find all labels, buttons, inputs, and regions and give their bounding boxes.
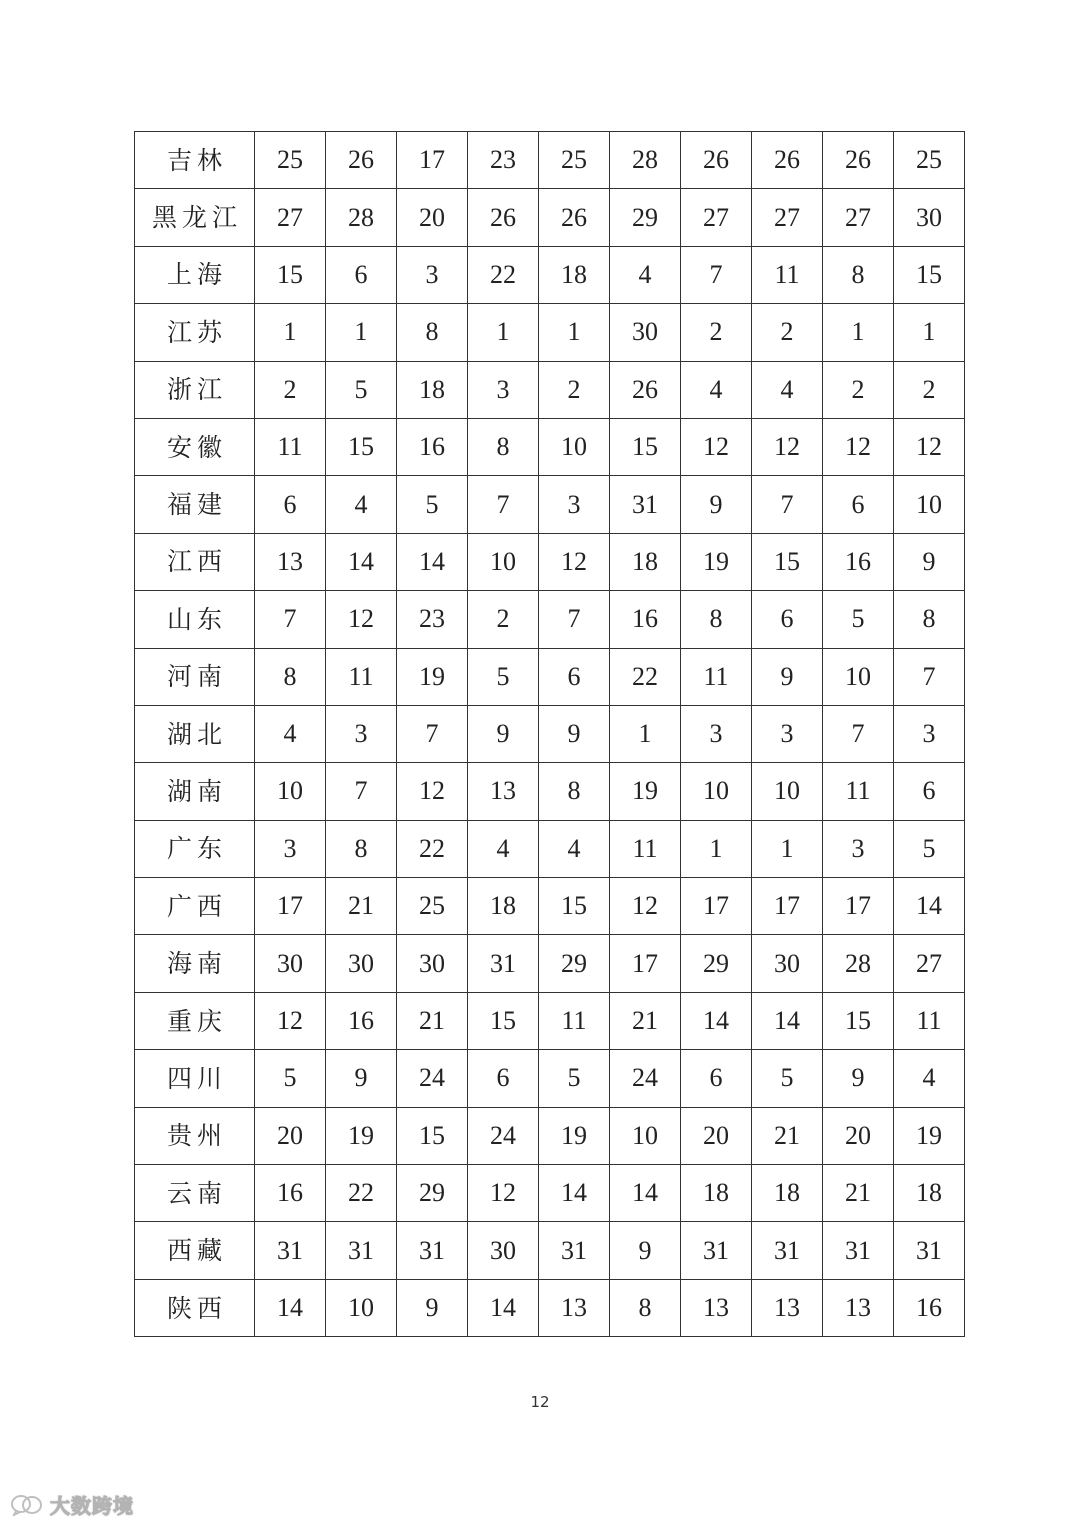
rank-value-cell: 16 bbox=[397, 418, 468, 475]
rank-value-cell: 8 bbox=[610, 1279, 681, 1336]
table-body bbox=[135, 132, 965, 1337]
rank-value-cell: 12 bbox=[610, 878, 681, 935]
rank-value-cell: 5 bbox=[823, 591, 894, 648]
rank-value-cell: 2 bbox=[468, 591, 539, 648]
province-name-cell: 云南 bbox=[135, 1165, 255, 1222]
table-row bbox=[135, 246, 965, 303]
rank-value-cell: 20 bbox=[397, 189, 468, 246]
rank-value-cell: 12 bbox=[326, 591, 397, 648]
rank-value-cell: 15 bbox=[397, 1107, 468, 1164]
rank-value-cell: 14 bbox=[468, 1279, 539, 1336]
rank-value-cell: 24 bbox=[397, 1050, 468, 1107]
rank-value-cell: 28 bbox=[610, 132, 681, 189]
table-row bbox=[135, 935, 965, 992]
rank-value-cell: 21 bbox=[397, 992, 468, 1049]
rank-value-cell: 27 bbox=[894, 935, 965, 992]
rank-value-cell: 14 bbox=[894, 878, 965, 935]
rank-value-cell: 3 bbox=[255, 820, 326, 877]
rank-value-cell: 3 bbox=[468, 361, 539, 418]
rank-value-cell: 1 bbox=[468, 304, 539, 361]
rank-value-cell: 8 bbox=[894, 591, 965, 648]
table-row bbox=[135, 1165, 965, 1222]
rank-value-cell: 7 bbox=[681, 246, 752, 303]
rank-value-cell: 8 bbox=[539, 763, 610, 820]
rank-value-cell: 29 bbox=[397, 1165, 468, 1222]
rank-value-cell: 7 bbox=[468, 476, 539, 533]
table-row bbox=[135, 1222, 965, 1279]
rank-value-cell: 3 bbox=[823, 820, 894, 877]
rank-value-cell: 26 bbox=[326, 132, 397, 189]
rank-value-cell: 7 bbox=[397, 705, 468, 762]
rank-value-cell: 11 bbox=[752, 246, 823, 303]
rank-value-cell: 8 bbox=[397, 304, 468, 361]
province-name-cell: 河南 bbox=[135, 648, 255, 705]
table-row bbox=[135, 476, 965, 533]
table-row bbox=[135, 361, 965, 418]
rank-value-cell: 26 bbox=[681, 132, 752, 189]
rank-value-cell: 19 bbox=[326, 1107, 397, 1164]
rank-value-cell: 12 bbox=[539, 533, 610, 590]
rank-value-cell: 13 bbox=[752, 1279, 823, 1336]
rank-value-cell: 11 bbox=[894, 992, 965, 1049]
rank-value-cell: 14 bbox=[539, 1165, 610, 1222]
rank-value-cell: 11 bbox=[255, 418, 326, 475]
rank-value-cell: 11 bbox=[823, 763, 894, 820]
rank-value-cell: 12 bbox=[752, 418, 823, 475]
province-name-cell: 陕西 bbox=[135, 1279, 255, 1336]
rank-value-cell: 1 bbox=[894, 304, 965, 361]
rank-value-cell: 10 bbox=[468, 533, 539, 590]
rank-value-cell: 27 bbox=[823, 189, 894, 246]
table-row bbox=[135, 1279, 965, 1336]
rank-value-cell: 26 bbox=[610, 361, 681, 418]
rank-value-cell: 2 bbox=[752, 304, 823, 361]
rank-value-cell: 8 bbox=[823, 246, 894, 303]
rank-value-cell: 30 bbox=[894, 189, 965, 246]
province-name-cell: 江西 bbox=[135, 533, 255, 590]
rank-value-cell: 10 bbox=[823, 648, 894, 705]
rank-value-cell: 10 bbox=[681, 763, 752, 820]
rank-value-cell: 6 bbox=[255, 476, 326, 533]
rank-value-cell: 25 bbox=[539, 132, 610, 189]
rank-value-cell: 12 bbox=[894, 418, 965, 475]
rank-value-cell: 6 bbox=[468, 1050, 539, 1107]
rank-value-cell: 10 bbox=[752, 763, 823, 820]
rank-value-cell: 1 bbox=[823, 304, 894, 361]
rank-value-cell: 18 bbox=[894, 1165, 965, 1222]
rank-value-cell: 18 bbox=[397, 361, 468, 418]
rank-value-cell: 5 bbox=[326, 361, 397, 418]
rank-value-cell: 9 bbox=[539, 705, 610, 762]
rank-value-cell: 10 bbox=[894, 476, 965, 533]
rank-value-cell: 28 bbox=[326, 189, 397, 246]
province-name-cell: 吉林 bbox=[135, 132, 255, 189]
table-row bbox=[135, 878, 965, 935]
rank-value-cell: 5 bbox=[397, 476, 468, 533]
rank-value-cell: 22 bbox=[326, 1165, 397, 1222]
rank-value-cell: 15 bbox=[539, 878, 610, 935]
rank-value-cell: 24 bbox=[468, 1107, 539, 1164]
rank-value-cell: 2 bbox=[823, 361, 894, 418]
province-rank-table bbox=[134, 131, 965, 1337]
rank-value-cell: 25 bbox=[255, 132, 326, 189]
rank-value-cell: 17 bbox=[255, 878, 326, 935]
speech-bubble-icon bbox=[10, 1494, 44, 1516]
rank-value-cell: 12 bbox=[397, 763, 468, 820]
rank-value-cell: 14 bbox=[681, 992, 752, 1049]
rank-value-cell: 9 bbox=[681, 476, 752, 533]
rank-value-cell: 2 bbox=[539, 361, 610, 418]
rank-value-cell: 26 bbox=[752, 132, 823, 189]
rank-value-cell: 11 bbox=[681, 648, 752, 705]
rank-value-cell: 8 bbox=[468, 418, 539, 475]
rank-value-cell: 16 bbox=[255, 1165, 326, 1222]
rank-value-cell: 1 bbox=[610, 705, 681, 762]
table-row bbox=[135, 591, 965, 648]
rank-value-cell: 15 bbox=[326, 418, 397, 475]
rank-value-cell: 15 bbox=[894, 246, 965, 303]
rank-value-cell: 21 bbox=[823, 1165, 894, 1222]
rank-value-cell: 19 bbox=[610, 763, 681, 820]
province-name-cell: 浙江 bbox=[135, 361, 255, 418]
province-name-cell: 重庆 bbox=[135, 992, 255, 1049]
rank-value-cell: 6 bbox=[823, 476, 894, 533]
rank-value-cell: 29 bbox=[610, 189, 681, 246]
rank-value-cell: 5 bbox=[255, 1050, 326, 1107]
rank-value-cell: 4 bbox=[894, 1050, 965, 1107]
rank-value-cell: 23 bbox=[468, 132, 539, 189]
rank-value-cell: 13 bbox=[255, 533, 326, 590]
rank-value-cell: 29 bbox=[681, 935, 752, 992]
rank-value-cell: 15 bbox=[255, 246, 326, 303]
rank-value-cell: 17 bbox=[823, 878, 894, 935]
rank-value-cell: 29 bbox=[539, 935, 610, 992]
rank-value-cell: 30 bbox=[397, 935, 468, 992]
rank-value-cell: 5 bbox=[894, 820, 965, 877]
rank-value-cell: 12 bbox=[255, 992, 326, 1049]
rank-value-cell: 16 bbox=[894, 1279, 965, 1336]
rank-value-cell: 27 bbox=[681, 189, 752, 246]
rank-value-cell: 8 bbox=[255, 648, 326, 705]
rank-value-cell: 7 bbox=[894, 648, 965, 705]
rank-value-cell: 31 bbox=[539, 1222, 610, 1279]
rank-value-cell: 6 bbox=[326, 246, 397, 303]
rank-value-cell: 7 bbox=[539, 591, 610, 648]
rank-value-cell: 7 bbox=[326, 763, 397, 820]
rank-value-cell: 4 bbox=[610, 246, 681, 303]
rank-value-cell: 4 bbox=[539, 820, 610, 877]
rank-value-cell: 23 bbox=[397, 591, 468, 648]
rank-value-cell: 8 bbox=[681, 591, 752, 648]
rank-value-cell: 5 bbox=[468, 648, 539, 705]
rank-value-cell: 1 bbox=[752, 820, 823, 877]
rank-value-cell: 7 bbox=[823, 705, 894, 762]
rank-value-cell: 16 bbox=[326, 992, 397, 1049]
rank-value-cell: 19 bbox=[397, 648, 468, 705]
rank-value-cell: 3 bbox=[539, 476, 610, 533]
rank-value-cell: 19 bbox=[681, 533, 752, 590]
rank-value-cell: 3 bbox=[681, 705, 752, 762]
rank-value-cell: 3 bbox=[326, 705, 397, 762]
rank-value-cell: 30 bbox=[468, 1222, 539, 1279]
page-number: 12 bbox=[530, 1393, 550, 1411]
rank-value-cell: 10 bbox=[255, 763, 326, 820]
rank-value-cell: 31 bbox=[752, 1222, 823, 1279]
rank-value-cell: 9 bbox=[326, 1050, 397, 1107]
province-name-cell: 广东 bbox=[135, 820, 255, 877]
rank-value-cell: 5 bbox=[752, 1050, 823, 1107]
rank-value-cell: 18 bbox=[539, 246, 610, 303]
rank-value-cell: 24 bbox=[610, 1050, 681, 1107]
rank-value-cell: 31 bbox=[326, 1222, 397, 1279]
rank-value-cell: 6 bbox=[752, 591, 823, 648]
rank-value-cell: 6 bbox=[681, 1050, 752, 1107]
rank-value-cell: 18 bbox=[752, 1165, 823, 1222]
rank-value-cell: 22 bbox=[397, 820, 468, 877]
rank-value-cell: 1 bbox=[326, 304, 397, 361]
rank-value-cell: 13 bbox=[468, 763, 539, 820]
rank-value-cell: 21 bbox=[610, 992, 681, 1049]
rank-value-cell: 14 bbox=[752, 992, 823, 1049]
rank-value-cell: 27 bbox=[255, 189, 326, 246]
rank-value-cell: 1 bbox=[681, 820, 752, 877]
province-name-cell: 湖北 bbox=[135, 705, 255, 762]
rank-value-cell: 14 bbox=[610, 1165, 681, 1222]
rank-value-cell: 17 bbox=[610, 935, 681, 992]
rank-value-cell: 31 bbox=[468, 935, 539, 992]
rank-value-cell: 11 bbox=[610, 820, 681, 877]
rank-value-cell: 17 bbox=[752, 878, 823, 935]
rank-value-cell: 14 bbox=[397, 533, 468, 590]
rank-value-cell: 16 bbox=[823, 533, 894, 590]
watermark bbox=[10, 1490, 134, 1519]
rank-value-cell: 3 bbox=[397, 246, 468, 303]
province-name-cell: 山东 bbox=[135, 591, 255, 648]
rank-value-cell: 13 bbox=[539, 1279, 610, 1336]
province-name-cell: 四川 bbox=[135, 1050, 255, 1107]
rank-value-cell: 19 bbox=[894, 1107, 965, 1164]
rank-value-cell: 4 bbox=[752, 361, 823, 418]
table-row bbox=[135, 1050, 965, 1107]
rank-value-cell: 17 bbox=[397, 132, 468, 189]
rank-value-cell: 5 bbox=[539, 1050, 610, 1107]
rank-value-cell: 17 bbox=[681, 878, 752, 935]
rank-value-cell: 12 bbox=[823, 418, 894, 475]
rank-value-cell: 31 bbox=[681, 1222, 752, 1279]
rank-value-cell: 18 bbox=[610, 533, 681, 590]
rank-value-cell: 7 bbox=[255, 591, 326, 648]
rank-value-cell: 6 bbox=[539, 648, 610, 705]
rank-value-cell: 10 bbox=[326, 1279, 397, 1336]
rank-value-cell: 9 bbox=[894, 533, 965, 590]
rank-value-cell: 1 bbox=[255, 304, 326, 361]
rank-value-cell: 13 bbox=[681, 1279, 752, 1336]
province-name-cell: 广西 bbox=[135, 878, 255, 935]
rank-value-cell: 4 bbox=[468, 820, 539, 877]
rank-value-cell: 13 bbox=[823, 1279, 894, 1336]
rank-value-cell: 16 bbox=[610, 591, 681, 648]
rank-value-cell: 10 bbox=[610, 1107, 681, 1164]
rank-value-cell: 15 bbox=[752, 533, 823, 590]
rank-value-cell: 14 bbox=[255, 1279, 326, 1336]
table-row bbox=[135, 648, 965, 705]
rank-value-cell: 26 bbox=[823, 132, 894, 189]
rank-value-cell: 9 bbox=[610, 1222, 681, 1279]
table-row bbox=[135, 418, 965, 475]
rank-value-cell: 31 bbox=[823, 1222, 894, 1279]
rank-value-cell: 10 bbox=[539, 418, 610, 475]
rank-value-cell: 4 bbox=[255, 705, 326, 762]
table-row bbox=[135, 304, 965, 361]
rank-value-cell: 1 bbox=[539, 304, 610, 361]
rank-value-cell: 31 bbox=[894, 1222, 965, 1279]
rank-value-cell: 9 bbox=[397, 1279, 468, 1336]
rank-value-cell: 27 bbox=[752, 189, 823, 246]
province-name-cell: 江苏 bbox=[135, 304, 255, 361]
rank-value-cell: 6 bbox=[894, 763, 965, 820]
rank-value-cell: 30 bbox=[610, 304, 681, 361]
table-row bbox=[135, 763, 965, 820]
table-row bbox=[135, 1107, 965, 1164]
rank-value-cell: 22 bbox=[610, 648, 681, 705]
table-row bbox=[135, 705, 965, 762]
table-row bbox=[135, 533, 965, 590]
rank-value-cell: 30 bbox=[326, 935, 397, 992]
rank-value-cell: 30 bbox=[255, 935, 326, 992]
rank-value-cell: 11 bbox=[326, 648, 397, 705]
rank-value-cell: 8 bbox=[326, 820, 397, 877]
table-row bbox=[135, 132, 965, 189]
table-row bbox=[135, 189, 965, 246]
rank-value-cell: 31 bbox=[255, 1222, 326, 1279]
rank-value-cell: 20 bbox=[681, 1107, 752, 1164]
rank-value-cell: 2 bbox=[255, 361, 326, 418]
province-name-cell: 安徽 bbox=[135, 418, 255, 475]
rank-value-cell: 20 bbox=[255, 1107, 326, 1164]
rank-value-cell: 18 bbox=[681, 1165, 752, 1222]
rank-value-cell: 9 bbox=[468, 705, 539, 762]
rank-value-cell: 22 bbox=[468, 246, 539, 303]
rank-value-cell: 11 bbox=[539, 992, 610, 1049]
rank-value-cell: 12 bbox=[468, 1165, 539, 1222]
rank-value-cell: 20 bbox=[823, 1107, 894, 1164]
rank-value-cell: 26 bbox=[539, 189, 610, 246]
province-name-cell: 西藏 bbox=[135, 1222, 255, 1279]
rank-value-cell: 9 bbox=[752, 648, 823, 705]
rank-value-cell: 9 bbox=[823, 1050, 894, 1107]
province-name-cell: 上海 bbox=[135, 246, 255, 303]
rank-value-cell: 15 bbox=[823, 992, 894, 1049]
rank-value-cell: 25 bbox=[397, 878, 468, 935]
rank-value-cell: 4 bbox=[326, 476, 397, 533]
rank-value-cell: 18 bbox=[468, 878, 539, 935]
rank-value-cell: 25 bbox=[894, 132, 965, 189]
rank-value-cell: 26 bbox=[468, 189, 539, 246]
province-name-cell: 福建 bbox=[135, 476, 255, 533]
rank-value-cell: 14 bbox=[326, 533, 397, 590]
province-name-cell: 海南 bbox=[135, 935, 255, 992]
rank-value-cell: 28 bbox=[823, 935, 894, 992]
rank-value-cell: 31 bbox=[610, 476, 681, 533]
rank-value-cell: 12 bbox=[681, 418, 752, 475]
province-name-cell: 黑龙江 bbox=[135, 189, 255, 246]
table-row bbox=[135, 992, 965, 1049]
province-name-cell: 贵州 bbox=[135, 1107, 255, 1164]
rank-value-cell: 2 bbox=[894, 361, 965, 418]
rank-value-cell: 30 bbox=[752, 935, 823, 992]
rank-value-cell: 7 bbox=[752, 476, 823, 533]
rank-value-cell: 15 bbox=[610, 418, 681, 475]
rank-value-cell: 4 bbox=[681, 361, 752, 418]
table-row bbox=[135, 820, 965, 877]
rank-value-cell: 15 bbox=[468, 992, 539, 1049]
rank-value-cell: 3 bbox=[894, 705, 965, 762]
rank-value-cell: 19 bbox=[539, 1107, 610, 1164]
rank-value-cell: 2 bbox=[681, 304, 752, 361]
rank-value-cell: 21 bbox=[752, 1107, 823, 1164]
rank-value-cell: 21 bbox=[326, 878, 397, 935]
province-name-cell: 湖南 bbox=[135, 763, 255, 820]
rank-value-cell: 31 bbox=[397, 1222, 468, 1279]
rank-value-cell: 3 bbox=[752, 705, 823, 762]
watermark-text: 大数跨境 bbox=[50, 1494, 134, 1518]
